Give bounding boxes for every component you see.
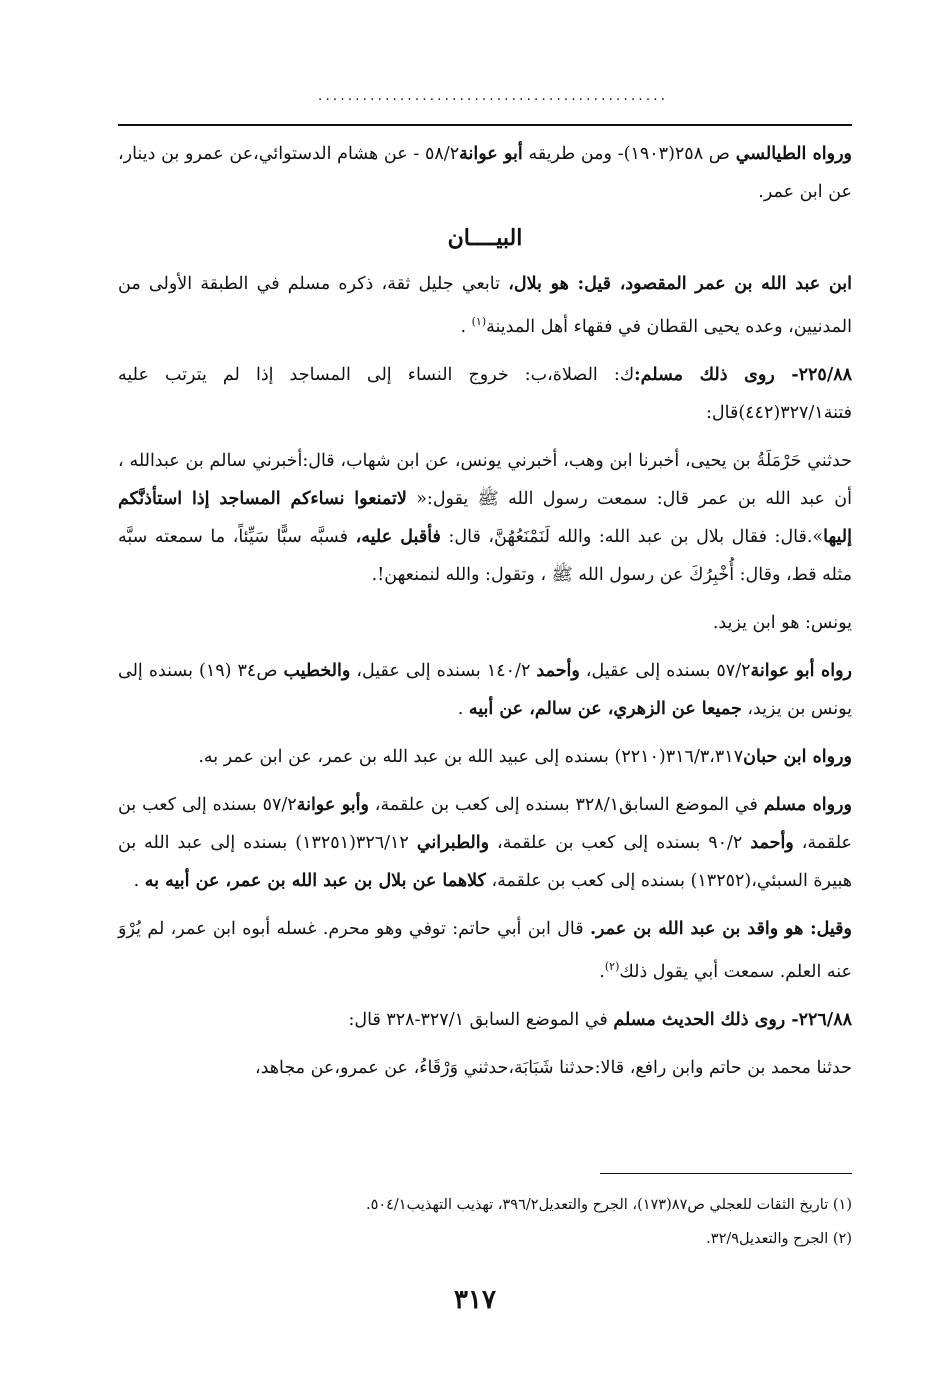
text: في الموضع السابق٣٢٨/١ بسنده إلى كعب بن علقمة، [368,794,764,815]
bold-text: ورواه الطيالسي [735,144,853,164]
paragraph-4 [118,442,852,594]
text: ٥٨/٢ - عن هشام الدستوائي،عن عمرو بن دينار، عن ابن عمر. [118,144,852,202]
bold-text: وأحمد [536,660,580,681]
top-rule [118,124,852,126]
footnotes [118,1188,852,1256]
text: . [133,870,145,891]
paragraph-11 [118,1049,852,1087]
paragraph-5 [118,604,852,642]
paragraph-10 [118,1001,852,1039]
footnote-ref: (١) [471,315,487,328]
text: ص٣٤ (١٩) بسنده إلى يونس بن يزيد، [118,660,852,719]
bold-text: ورواه ابن حبان [743,746,852,767]
text: ٩٠/٢ بسنده إلى كعب بن علقمة، [489,832,751,853]
bold-text: ٢٢٥/٨٨- روى ذلك مسلم: [634,364,853,385]
main-text [118,135,852,1097]
bold-text: وقيل: هو واقد بن عبد الله بن عمر. [589,918,852,939]
bold-text: ورواه مسلم [763,794,852,815]
paragraph-9 [118,910,852,991]
bold-text: رواه أبو عوانة [750,660,852,681]
text: في الموضع السابق ٣٢٧/١-٣٢٨ قال: [348,1009,614,1030]
text: ك: الصلاة،ب: خروج النساء إلى المساجد إذا لم يترتب عليه فتنة٣٢٧/١(٤٤٢)قال: [118,364,852,423]
text: تابعي جليل ثقة، ذكره مسلم في الطبقة الأولى من المدنيين، وعده يحيى القطان في فقهاء أهل المدينة [118,274,852,337]
paragraph-6 [118,652,852,728]
text: ٥٧/٢ بسنده إلى عقيل، [579,660,751,681]
top-dotted-rule: ............................................... [317,92,669,100]
bold-text: فأقبل عليه، [355,526,441,547]
bold-text: أبو عوانة [459,144,523,164]
paragraph-3 [118,356,852,432]
bold-text: والخطيب [283,660,351,681]
text: ٥٧/٢ بسنده إلى كعب بن علقمة، [118,794,852,853]
section-heading: البيــــان [447,225,523,251]
text: ٣١٦/٣،٣١٧(٢٢١٠) بسنده إلى عبيد الله بن عبد الله بن عمر، عن ابن عمر به. [198,746,744,767]
text: ».قال: فقال بلال بن عبد الله: والله لَنَمْنَعُهُنَّ، قال: [440,526,824,547]
page-number: ٣١٧ [454,1285,496,1315]
bold-text: وأحمد [750,832,794,853]
text: . [599,961,605,982]
paragraph-7 [118,738,852,776]
text: حدثنا محمد بن حاتم وابن رافع، قالا:حدثنا شَبَابَة،حدثني وَرْقَاءُ، عن عمرو،عن مجاهد، [254,1057,852,1078]
text: فسبَّه سبًّا سَيِّئاً، ما سمعته سبَّه مثله قط، وقال: أُخْبِرُكَ عن رسول الله ﷺ ، وتقول: والله لنمنعهن!. [118,526,852,585]
bold-text: ابن عبد الله بن عمر المقصود، قيل: هو بلال، [508,274,852,294]
paragraph-2 [118,265,852,346]
paragraph-1 [118,135,852,211]
text: حدثني حَرْمَلَةُ بن يحيى، أخبرنا ابن وهب، أخبرني يونس، عن ابن شهاب، قال:أخبرني سالم بن عبدالله ، أن عبد الله بن عمر قال: سمعت رسول الله ﷺ يقول:« [118,450,853,509]
bold-text: ٢٢٦/٨٨- روى ذلك الحديث مسلم [613,1009,852,1030]
text: ١٤٠/٢ بسنده إلى عقيل، [350,660,537,681]
text: قال ابن أبي حاتم: توفي وهو محرم. غسله أبوه ابن عمر، لم يُرْوَ عنه العلم. سمعت أبي يقول ذلك [118,918,852,982]
bold-text: والطبراني [416,832,490,853]
footnote-2: (٢) الجرح والتعديل٣٢/٩. [706,1231,852,1247]
bold-text: لاتمنعوا نساءكم المساجد إذا استأذنَّكم إليها [118,488,852,547]
footnote-1: (١) تاريخ الثقات للعجلي ص٨٧(١٧٣)، الجرح والتعديل٣٩٦/٢، تهذيب التهذيب٥٠٤/١. [365,1197,852,1213]
footnote-ref: (٢) [604,959,620,973]
text: ٣٢٦/١٢(١٣٢٥١) بسنده إلى عبد الله بن هبيرة السبئي،(١٣٢٥٢) بسنده إلى كعب بن علقمة، [118,832,852,891]
text: . [457,698,469,719]
text: يونس: هو ابن يزيد. [712,612,852,633]
text: ص ٢٥٨(١٩٠٣)- ومن طريقه [522,144,736,164]
text: . [460,316,472,337]
bold-text: جميعا عن الزهري، عن سالم، عن أبيه [468,698,742,719]
bold-text: وأبو عوانة [296,794,369,815]
bold-text: كلاهما عن بلال بن عبد الله بن عمر، عن أبيه به [144,870,486,891]
footnote-rule [600,1173,852,1174]
paragraph-8 [118,786,852,900]
